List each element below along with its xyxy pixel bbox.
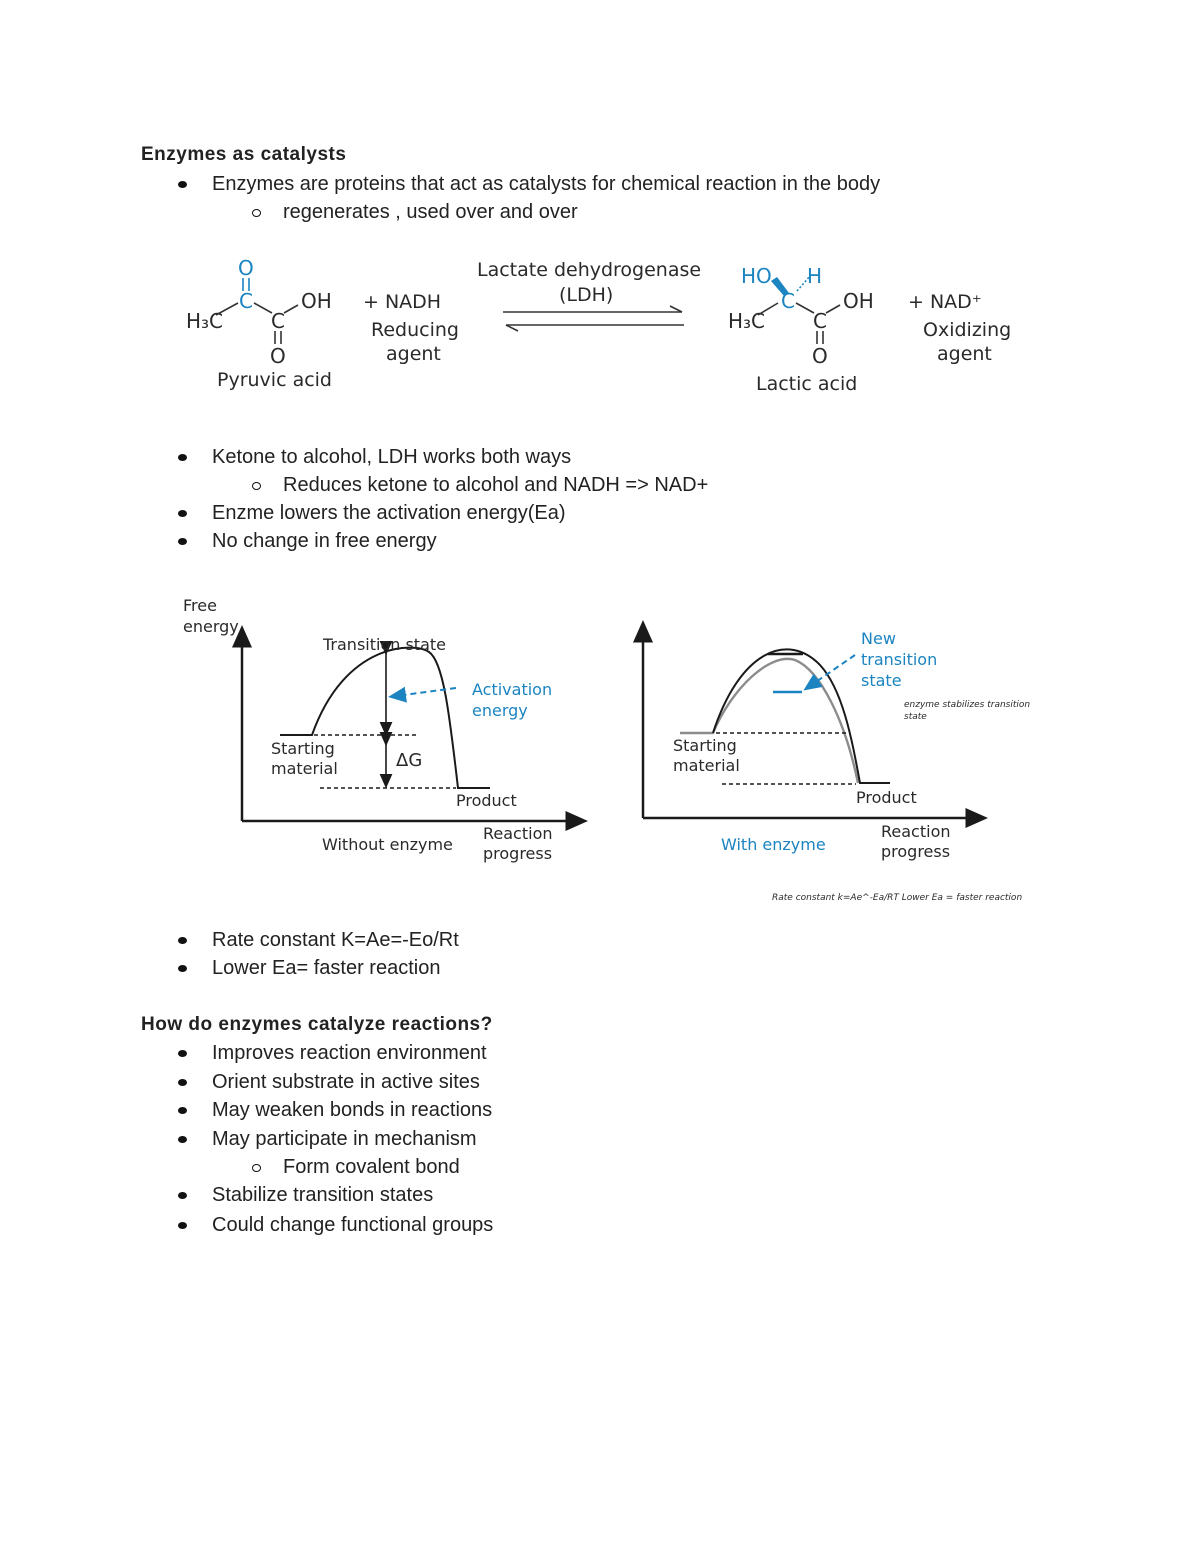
bullet-ketone-to-alcohol: Ketone to alcohol, LDH works both ways <box>212 446 572 468</box>
chart1-title: Without enzyme <box>322 835 453 854</box>
lactic-c2: C <box>813 309 827 333</box>
chart1-xlabel-1: Reaction <box>483 824 553 843</box>
chart2-starting-label-2: material <box>673 756 740 775</box>
enzyme-name-label: Lactate dehydrogenase <box>477 259 702 281</box>
lactic-h: H <box>807 264 823 288</box>
chart2-starting-label-1: Starting <box>673 736 737 755</box>
nad-label: + NAD⁺ <box>908 291 982 313</box>
chart2-new-ts-label-2: transition <box>861 650 938 669</box>
bullet-improves-environment: Improves reaction environment <box>212 1042 487 1064</box>
chart2-title: With enzyme <box>721 835 826 854</box>
handwritten-note-rate-constant: Rate constant k=Ae^-Ea/RT Lower Ea = faster reaction <box>772 893 1023 903</box>
pyruvic-oh: OH <box>301 289 332 313</box>
bullet-lower-ea: Lower Ea= faster reaction <box>212 957 441 979</box>
chart1-activation-label-1: Activation <box>472 680 553 699</box>
oxidizing-label: Oxidizing <box>923 319 1012 341</box>
chart1-activation-pointer <box>396 688 456 696</box>
handwritten-note-state: state <box>904 712 927 722</box>
chart1-product-label: Product <box>456 791 517 810</box>
pyruvic-h3c: H₃C <box>186 309 224 333</box>
bullet-orient-substrate: Orient substrate in active sites <box>212 1071 480 1093</box>
chart1-starting-label-1: Starting <box>271 739 335 758</box>
enzyme-abbrev-label: (LDH) <box>559 284 614 306</box>
chart1-delta-g-label: ΔG <box>396 750 423 771</box>
chart1-ylabel-free: Free <box>183 596 217 615</box>
oxidizing-agent-label: agent <box>937 343 992 365</box>
chart1-ylabel-energy: energy <box>183 617 239 636</box>
sub-bullet-reduces-ketone: Reduces ketone to alcohol and NADH => NAD+ <box>283 474 709 496</box>
chart2-new-ts-label-1: New <box>861 629 896 648</box>
bullet-no-change-free-energy: No change in free energy <box>212 530 437 552</box>
bullet-stabilize-transition: Stabilize transition states <box>212 1184 434 1206</box>
chart-without-enzyme <box>183 596 578 863</box>
chart1-xlabel-2: progress <box>483 844 553 863</box>
pyruvic-o-top: O <box>238 256 254 280</box>
chart-with-enzyme <box>643 629 978 861</box>
chart1-starting-label-2: material <box>271 759 338 778</box>
lactic-bond-oh <box>826 305 840 313</box>
pyruvic-bond-oh <box>284 305 298 313</box>
handwritten-note-stabilizes: enzyme stabilizes transition <box>904 700 1031 710</box>
bullet-change-functional-groups: Could change functional groups <box>212 1214 494 1236</box>
nadh-label: + NADH <box>363 291 442 313</box>
chart2-xlabel-1: Reaction <box>881 822 951 841</box>
pyruvic-c1: C <box>239 289 253 313</box>
ldh-reaction-scheme <box>170 245 1040 405</box>
section-heading-how-enzymes-catalyze: How do enzymes catalyze reactions? <box>141 1014 493 1035</box>
forward-arrow-head <box>670 306 682 312</box>
pyruvic-bond-cc <box>254 303 272 313</box>
reverse-arrow-head <box>506 325 518 331</box>
pyruvic-c2: C <box>271 309 285 333</box>
sub-bullet-regenerates: regenerates , used over and over <box>283 201 578 223</box>
lactic-oh: OH <box>843 289 874 313</box>
section-heading-enzymes-as-catalysts: Enzymes as catalysts <box>141 144 347 165</box>
reducing-label: Reducing <box>371 319 459 341</box>
chart1-activation-label-2: energy <box>472 701 528 720</box>
lactic-c1: C <box>781 289 795 313</box>
pyruvic-o-bottom: O <box>270 344 286 368</box>
sub-bullet-covalent-bond: Form covalent bond <box>283 1156 460 1178</box>
reducing-agent-label: agent <box>386 343 441 365</box>
pyruvic-acid-label: Pyruvic acid <box>217 369 332 391</box>
lactic-o-bottom: O <box>812 344 828 368</box>
chart1-transition-state-label: Transition state <box>323 635 446 654</box>
bullet-lowers-activation-energy: Enzme lowers the activation energy(Ea) <box>212 502 566 524</box>
chart2-xlabel-2: progress <box>881 842 951 861</box>
lactic-bond-cc <box>796 303 814 313</box>
bullet-enzymes-are-proteins: Enzymes are proteins that act as catalysts for chemical reaction in the body <box>212 173 881 195</box>
bullet-participate-mechanism: May participate in mechanism <box>212 1128 477 1150</box>
chart2-new-ts-label-3: state <box>861 671 902 690</box>
lactic-h3c: H₃C <box>728 309 766 333</box>
bullet-rate-constant: Rate constant K=Ae=-Eo/Rt <box>212 929 459 951</box>
bullet-weaken-bonds: May weaken bonds in reactions <box>212 1099 493 1121</box>
lactic-acid-label: Lactic acid <box>756 373 858 395</box>
lactic-ho: HO <box>741 264 772 288</box>
chart2-product-label: Product <box>856 788 917 807</box>
energy-diagrams <box>170 590 1070 920</box>
